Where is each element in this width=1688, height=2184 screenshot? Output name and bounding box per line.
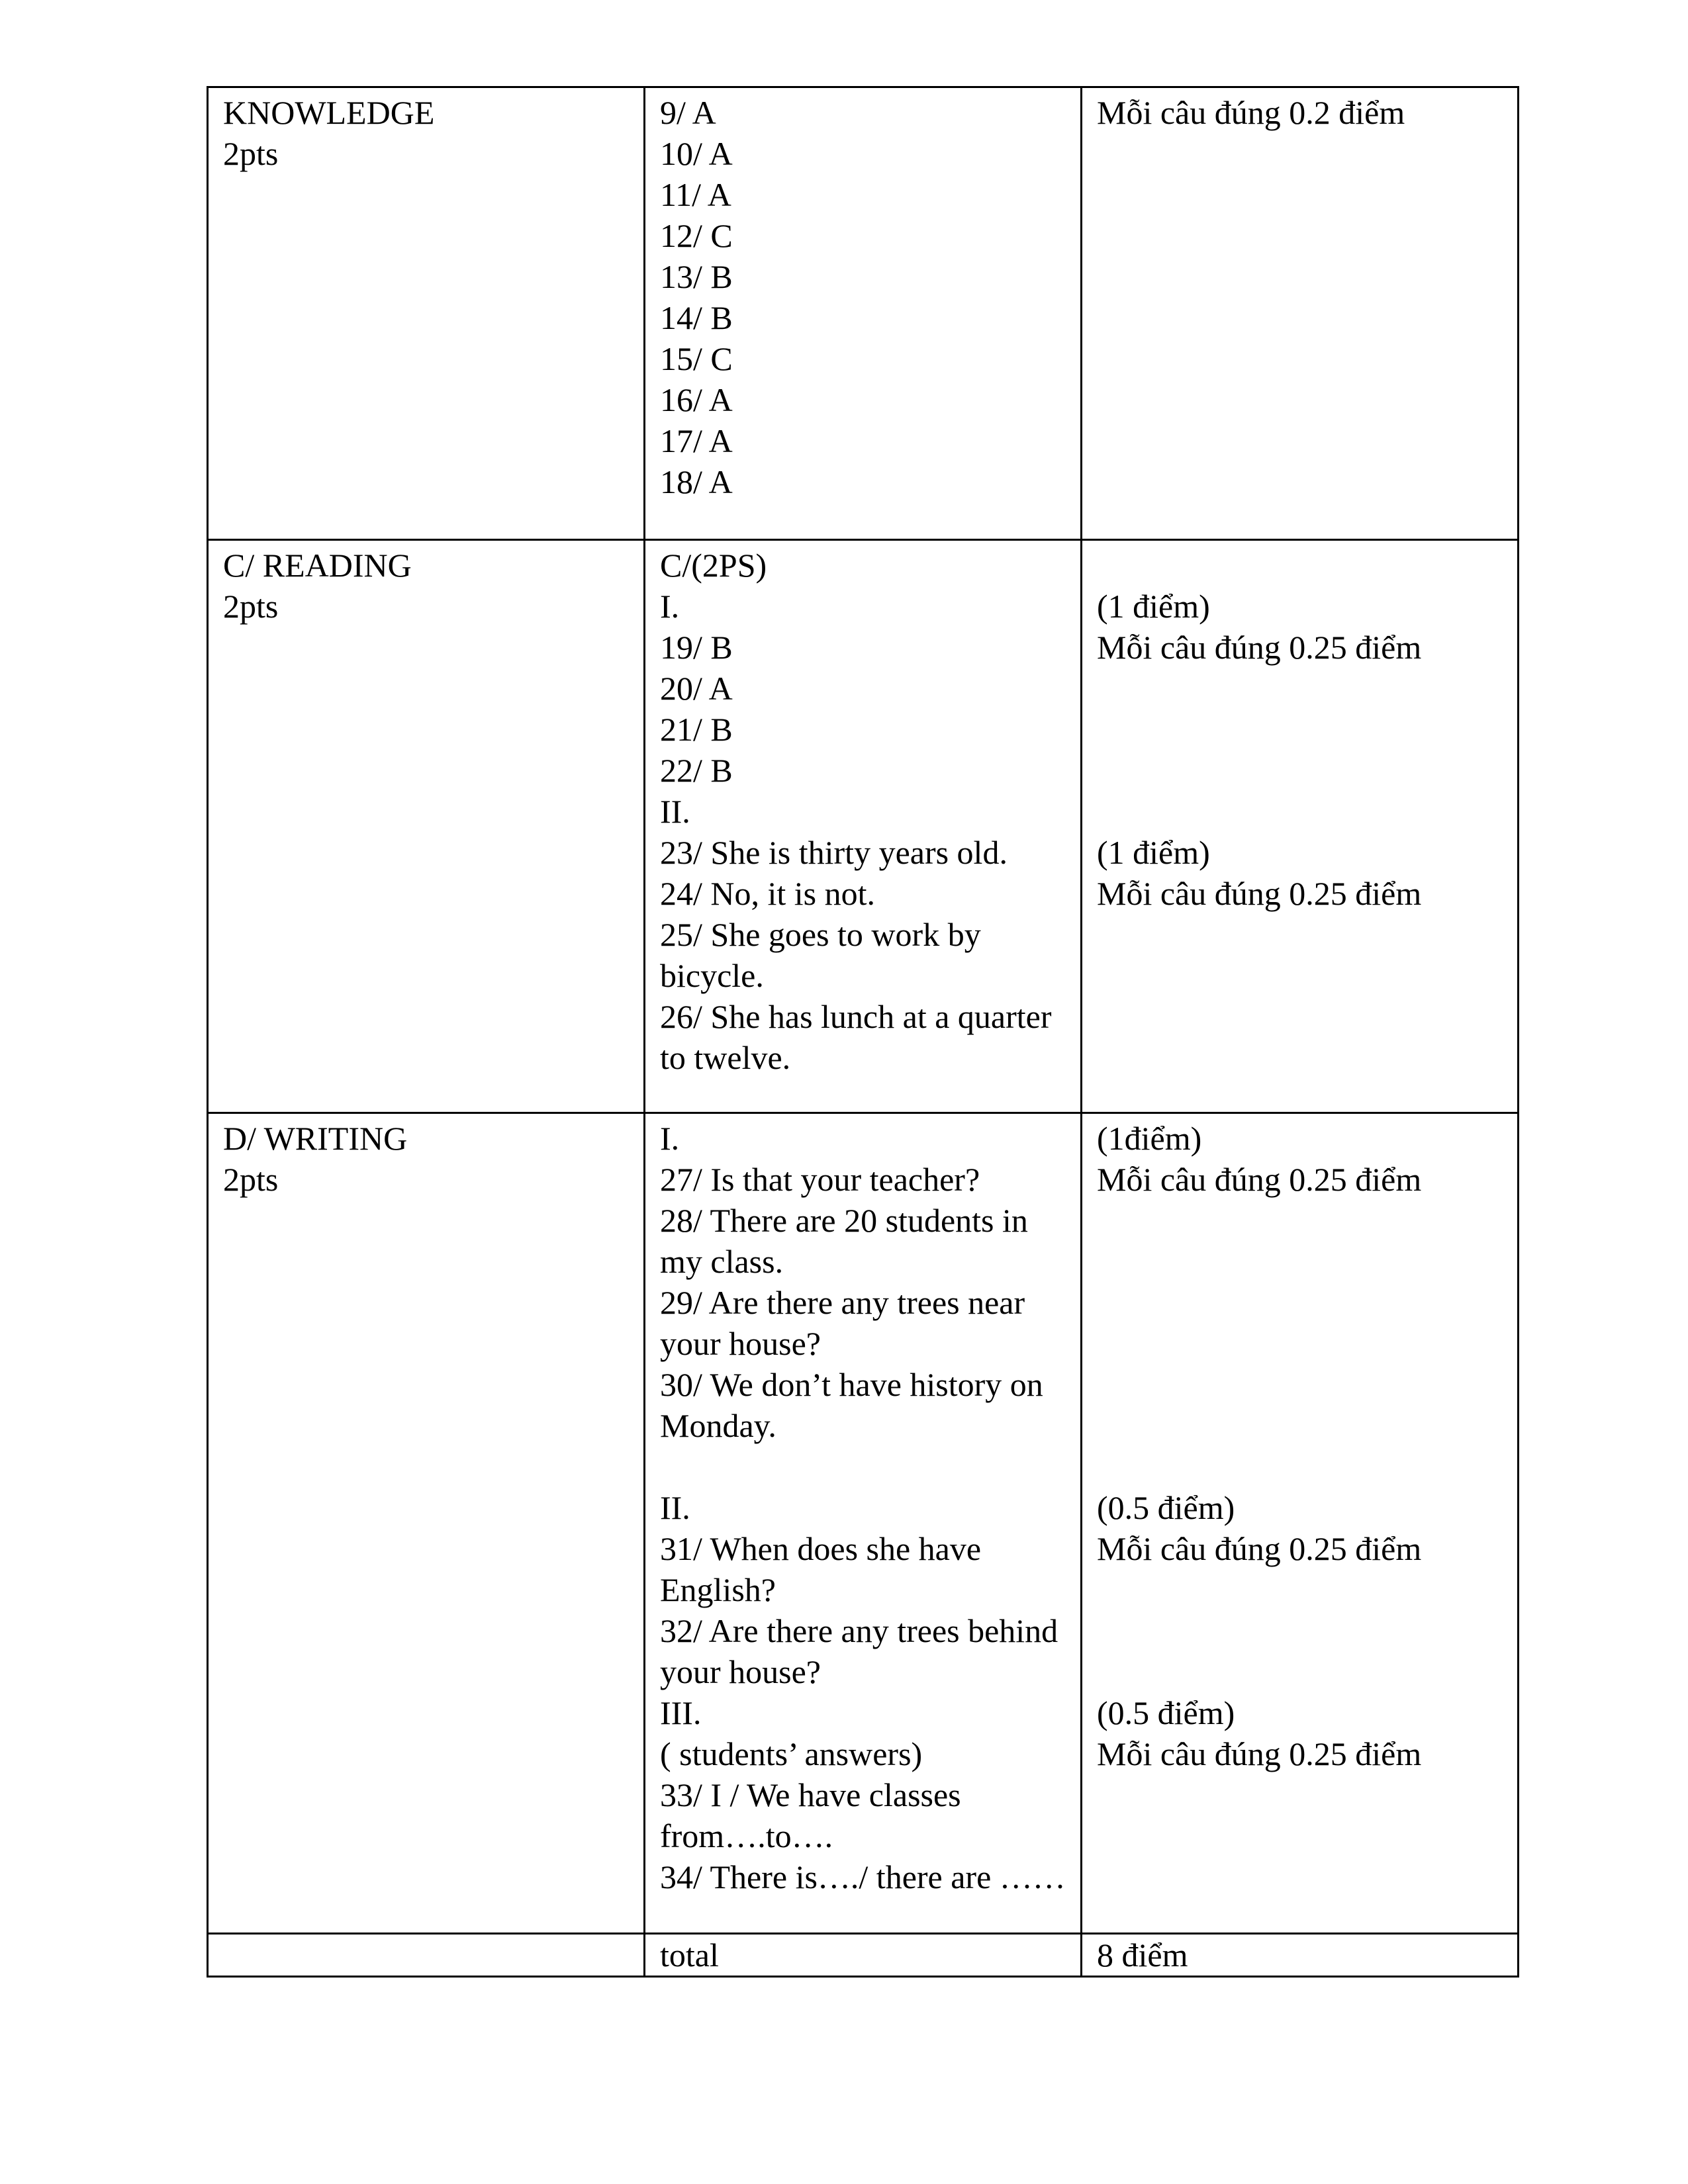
total-value: 8 điểm bbox=[1097, 1936, 1188, 1974]
reading-header: C/(2PS) bbox=[660, 547, 767, 584]
scoring-note: Mỗi câu đúng 0.25 điểm bbox=[1097, 1530, 1422, 1567]
answer-line: 26/ She has lunch at a quarter to twelve. bbox=[660, 998, 1060, 1076]
answer-line: 31/ When does she have English? bbox=[660, 1530, 990, 1608]
total-value-cell bbox=[1082, 1934, 1519, 1977]
answer-line: 14/ B bbox=[660, 299, 733, 336]
writing-section-title: D/ WRITING bbox=[223, 1120, 408, 1157]
writing-section-cell bbox=[208, 1113, 645, 1934]
answer-line: 9/ A bbox=[660, 94, 716, 131]
answer-line: 25/ She goes to work by bicycle. bbox=[660, 916, 990, 994]
answer-line: 33/ I / We have classes from….to…. bbox=[660, 1776, 970, 1854]
answer-line: 20/ A bbox=[660, 670, 733, 707]
part-points: (1 điểm) bbox=[1097, 588, 1210, 625]
answer-line: 10/ A bbox=[660, 135, 733, 172]
part-points: (1 điểm) bbox=[1097, 834, 1210, 871]
answer-line: 21/ B bbox=[660, 711, 733, 748]
scoring-note: Mỗi câu đúng 0.25 điểm bbox=[1097, 875, 1422, 912]
answer-line: 34/ There is…./ there are …… bbox=[660, 1858, 1066, 1895]
knowledge-section-title: KNOWLEDGE bbox=[223, 94, 435, 131]
total-label: total bbox=[660, 1936, 719, 1974]
writing-row bbox=[208, 1113, 1519, 1934]
knowledge-section-cell bbox=[208, 87, 645, 540]
answer-line: 27/ Is that your teacher? bbox=[660, 1161, 980, 1198]
scoring-note: Mỗi câu đúng 0.25 điểm bbox=[1097, 1735, 1422, 1772]
answer-key-table bbox=[207, 86, 1519, 1978]
answer-line: 23/ She is thirty years old. bbox=[660, 834, 1008, 871]
total-empty-cell bbox=[208, 1934, 645, 1977]
answer-line: 24/ No, it is not. bbox=[660, 875, 876, 912]
answer-line: 15/ C bbox=[660, 340, 733, 377]
scoring-note: Mỗi câu đúng 0.2 điểm bbox=[1097, 94, 1405, 131]
answer-line: 11/ A bbox=[660, 176, 731, 213]
reading-section-title: C/ READING bbox=[223, 547, 412, 584]
writing-section-points: 2pts bbox=[223, 1161, 279, 1198]
reading-row bbox=[208, 540, 1519, 1113]
answer-line: 13/ B bbox=[660, 258, 733, 295]
writing-answers-cell bbox=[645, 1113, 1082, 1934]
part-note: ( students’ answers) bbox=[660, 1735, 923, 1772]
knowledge-answers-cell bbox=[645, 87, 1082, 540]
writing-scoring-cell bbox=[1082, 1113, 1519, 1934]
reading-answers-cell bbox=[645, 540, 1082, 1113]
part-points: (0.5 điểm) bbox=[1097, 1489, 1235, 1526]
part-label: I. bbox=[660, 1120, 680, 1157]
reading-scoring-cell bbox=[1082, 540, 1519, 1113]
reading-section-cell bbox=[208, 540, 645, 1113]
answer-line: 16/ A bbox=[660, 381, 733, 418]
scoring-note: Mỗi câu đúng 0.25 điểm bbox=[1097, 1161, 1422, 1198]
scoring-note: Mỗi câu đúng 0.25 điểm bbox=[1097, 629, 1422, 666]
answer-line: 30/ We don’t have history on Monday. bbox=[660, 1366, 1052, 1444]
answer-line: 17/ A bbox=[660, 422, 733, 459]
answer-line: 22/ B bbox=[660, 752, 733, 789]
knowledge-scoring-cell bbox=[1082, 87, 1519, 540]
part-label: I. bbox=[660, 588, 680, 625]
part-label: III. bbox=[660, 1694, 702, 1731]
total-row bbox=[208, 1934, 1519, 1977]
part-points: (0.5 điểm) bbox=[1097, 1694, 1235, 1731]
answer-line: 29/ Are there any trees near your house? bbox=[660, 1284, 1033, 1362]
knowledge-section-points: 2pts bbox=[223, 135, 279, 172]
answer-line: 18/ A bbox=[660, 463, 733, 500]
answer-line: 28/ There are 20 students in my class. bbox=[660, 1202, 1037, 1280]
knowledge-row bbox=[208, 87, 1519, 540]
answer-line: 32/ Are there any trees behind your house? bbox=[660, 1612, 1066, 1690]
total-label-cell bbox=[645, 1934, 1082, 1977]
answer-line: 19/ B bbox=[660, 629, 733, 666]
part-label: II. bbox=[660, 1489, 690, 1526]
part-label: II. bbox=[660, 793, 690, 830]
answer-line: 12/ C bbox=[660, 217, 733, 254]
reading-section-points: 2pts bbox=[223, 588, 279, 625]
part-points: (1điểm) bbox=[1097, 1120, 1202, 1157]
